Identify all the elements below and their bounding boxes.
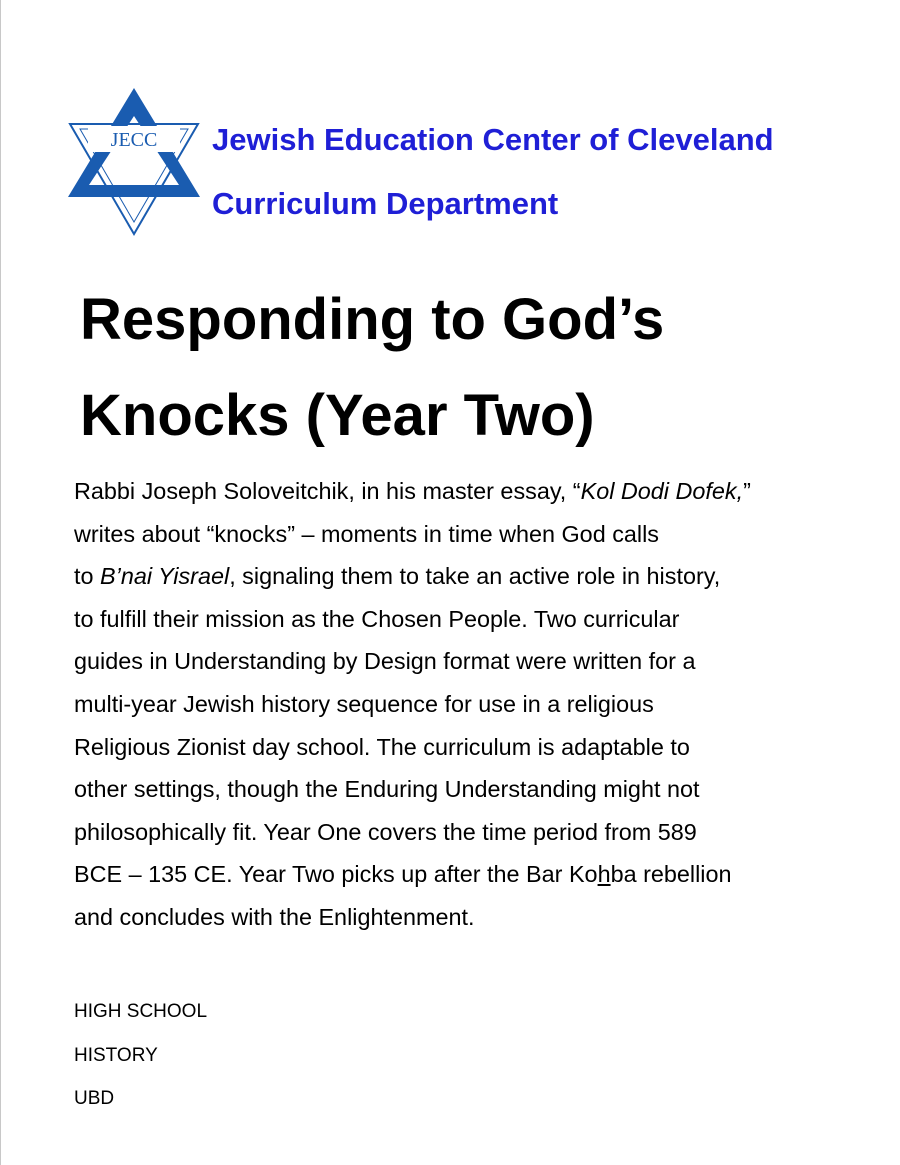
paragraph-line: Religious Zionist day school. The curriculum is adaptable to [74,733,690,760]
paragraph-line: multi-year Jewish history sequence for use in a religious [74,690,654,717]
page-title [80,272,664,464]
description-paragraph [74,470,834,939]
paragraph-line [74,555,834,598]
department-name: Curriculum Department [212,186,559,221]
text-run: Rabbi Joseph Soloveitchik, in his master essay, “ [74,478,581,504]
organization-header [212,108,774,236]
paragraph-line [74,470,834,513]
title-line-1: Responding to God’s [80,287,665,352]
paragraph-line: other settings, though the Enduring Understanding might not [74,776,700,803]
text-run: ” [743,478,751,504]
title-line-2: Knocks (Year Two) [80,383,595,448]
paragraph-line: and concludes with the Enlightenment. [74,903,475,930]
tag-ubd: UBD [74,1088,115,1109]
logo-text: JECC [110,129,158,151]
paragraph-line [74,853,834,896]
jecc-star-of-david-logo [66,86,202,236]
paragraph-line: guides in Understanding by Design format were written for a [74,648,696,675]
tag-history: HISTORY [74,1044,158,1066]
paragraph-line: writes about “knocks” – moments in time when God calls [74,520,659,547]
text-run: to [74,563,101,590]
paragraph-line: philosophically fit. Year One covers the time period from 589 [74,818,697,845]
underlined-h: h [597,861,611,888]
text-run: BCE – 135 CE. Year Two picks up after the Bar Ko [74,861,598,888]
bnai-yisrael-italic: B’nai Yisrael [100,563,230,590]
paragraph-line: to fulfill their mission as the Chosen People. Two curricular [74,605,680,632]
organization-name: Jewish Education Center of Cleveland [212,122,774,157]
tag-high-school: HIGH SCHOOL [74,1001,208,1022]
text-run: , signaling them to take an active role in history, [229,563,721,590]
subject-tags [74,990,207,1121]
text-run: ba rebellion [610,861,732,888]
essay-title: Kol Dodi Dofek, [580,478,744,504]
page-left-border [0,0,1,1165]
